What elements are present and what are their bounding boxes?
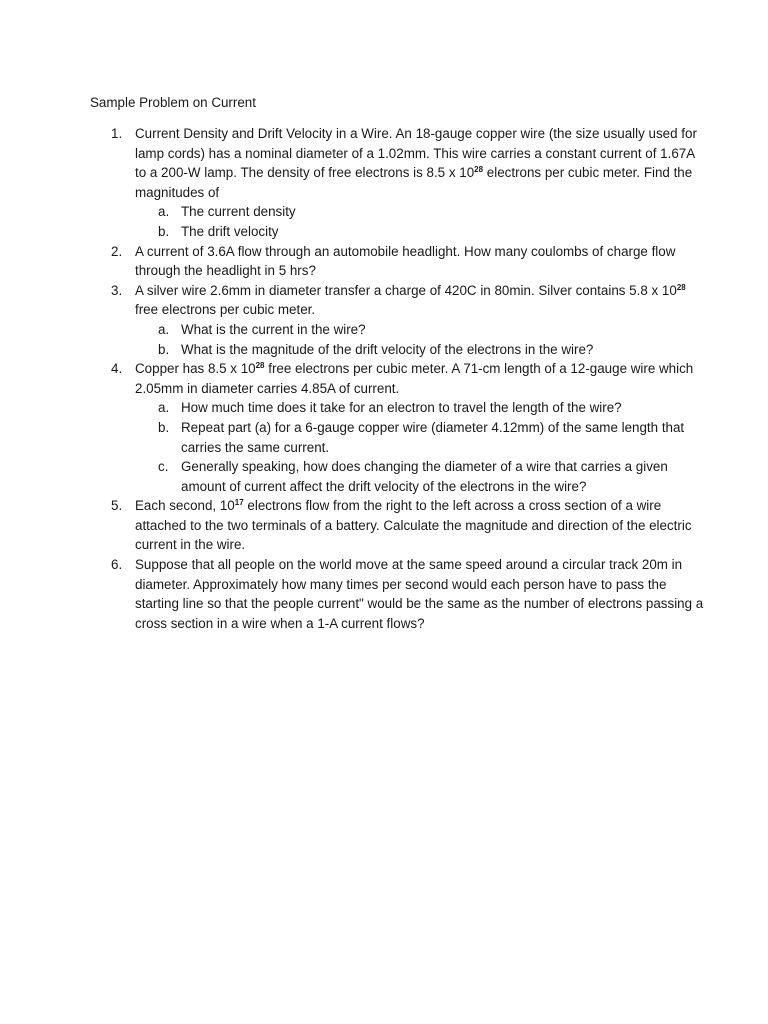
- sub-question-text: [181, 222, 690, 242]
- sub-question-letter: a.: [158, 400, 170, 416]
- text-line: free electrons per cubic meter.: [135, 302, 316, 318]
- text-line: cross section in a wire when a 1-A current flows?: [135, 615, 425, 631]
- text-line: What is the current in the wire?: [181, 321, 366, 337]
- problem-item-4: [0, 359, 694, 496]
- problem-number: 6.: [111, 557, 123, 573]
- text-line: attached to the two terminals of a battery. Calculate the magnitude and direction of the electric: [135, 517, 692, 533]
- text-line: through the headlight in 5 hrs?: [135, 263, 316, 279]
- text-line: What is the magnitude of the drift velocity of the electrons in the wire?: [181, 341, 594, 357]
- text-line: current in the wire.: [135, 537, 246, 553]
- text-line: Current Density and Drift Velocity in a Wire. An 18-gauge copper wire (the size usually used for: [135, 126, 697, 141]
- sub-question-text: [181, 418, 690, 457]
- text-line: magnitudes of: [135, 184, 220, 200]
- superscript-exponent: 28: [474, 165, 484, 175]
- superscript-exponent: 28: [255, 361, 265, 371]
- text-line: amount of current affect the drift velocity of the electrons in the wire?: [181, 478, 587, 494]
- problem-number: 2.: [111, 243, 123, 259]
- problem-text: [135, 242, 690, 281]
- sub-question-text: [181, 398, 690, 418]
- problem-number: 4.: [111, 361, 123, 377]
- sub-question-text: [181, 202, 690, 222]
- text-line: How much time does it take for an electron to travel the length of the wire?: [181, 400, 622, 416]
- sub-question-text: [181, 340, 690, 360]
- text-line: The drift velocity: [181, 223, 279, 239]
- problem-item-3: [0, 281, 690, 359]
- text-line: A current of 3.6A flow through an automobile headlight. How many coulombs of charge flow: [135, 243, 676, 259]
- text-line: Copper has 8.5 x $10^{28}$ free electrons per cubic meter. A 71-cm length of a 12-gauge wire which: [135, 361, 694, 377]
- sub-question-list: [135, 398, 690, 496]
- sub-question: [135, 320, 690, 340]
- text-line: Generally speaking, how does changing the diameter of a wire that carries a given: [181, 459, 668, 475]
- sub-question-list: [135, 202, 690, 241]
- sub-question-letter: b.: [158, 223, 170, 239]
- text-line: A silver wire 2.6mm in diameter transfer a charge of 420C in 80min. Silver contains 5.8 x $10^{28}$: [135, 282, 686, 298]
- sub-question: [135, 398, 690, 418]
- sub-question-list: [135, 320, 690, 359]
- problem-number: 5.: [111, 498, 123, 514]
- text-line: Suppose that all people on the world move at the same speed around a circular track 20m in: [135, 557, 683, 573]
- text-line: Each second, $10^{17}$ electrons flow from the right to the left across a cross section of a wire: [135, 498, 662, 514]
- sub-question-letter: b.: [158, 341, 170, 357]
- text-line: 2.05mm in diameter carries 4.85A of current.: [135, 380, 400, 396]
- problem-item-6: [0, 555, 704, 633]
- text-line: diameter. Approximately how many times per second would each person have to pass the: [135, 576, 667, 592]
- sub-question-letter: a.: [158, 321, 170, 337]
- sub-question: [135, 457, 690, 496]
- text-line: carries the same current.: [181, 439, 330, 455]
- sub-question-text: [181, 457, 690, 496]
- problem-item-5: [0, 496, 690, 555]
- text-line: The current density: [181, 204, 296, 220]
- sub-question: [135, 340, 690, 360]
- problem-text: [135, 359, 694, 398]
- sub-question: [135, 222, 690, 242]
- page-title: Sample Problem on Current: [90, 95, 256, 110]
- sub-question: [135, 202, 690, 222]
- text-line: lamp cords) has a nominal diameter of a 1.02mm. This wire carries a constant current of 1.67A: [135, 145, 696, 161]
- sub-question: [135, 418, 690, 457]
- problem-item-1: [0, 124, 697, 242]
- sub-question-letter: c.: [158, 459, 169, 475]
- problem-text: [135, 555, 704, 633]
- problem-number: 1.: [111, 126, 123, 141]
- problem-text: [135, 496, 690, 555]
- text-line: to a 200-W lamp. The density of free electrons is 8.5 x $10^{28}$ electrons per cubic meter. Find the: [135, 165, 693, 181]
- sub-question-text: [181, 320, 690, 340]
- problem-item-2: [0, 242, 690, 281]
- problem-text: [135, 281, 690, 320]
- text-line: starting line so that the people current" would be the same as the number of electrons passing a: [135, 596, 704, 612]
- problem-list: [0, 124, 768, 633]
- superscript-exponent: 17: [234, 498, 244, 508]
- sub-question-letter: a.: [158, 204, 170, 220]
- problem-number: 3.: [111, 282, 123, 298]
- problem-text: [135, 124, 697, 202]
- sub-question-letter: b.: [158, 419, 170, 435]
- superscript-exponent: 28: [676, 282, 686, 292]
- text-line: Repeat part (a) for a 6-gauge copper wire (diameter 4.12mm) of the same length that: [181, 419, 685, 435]
